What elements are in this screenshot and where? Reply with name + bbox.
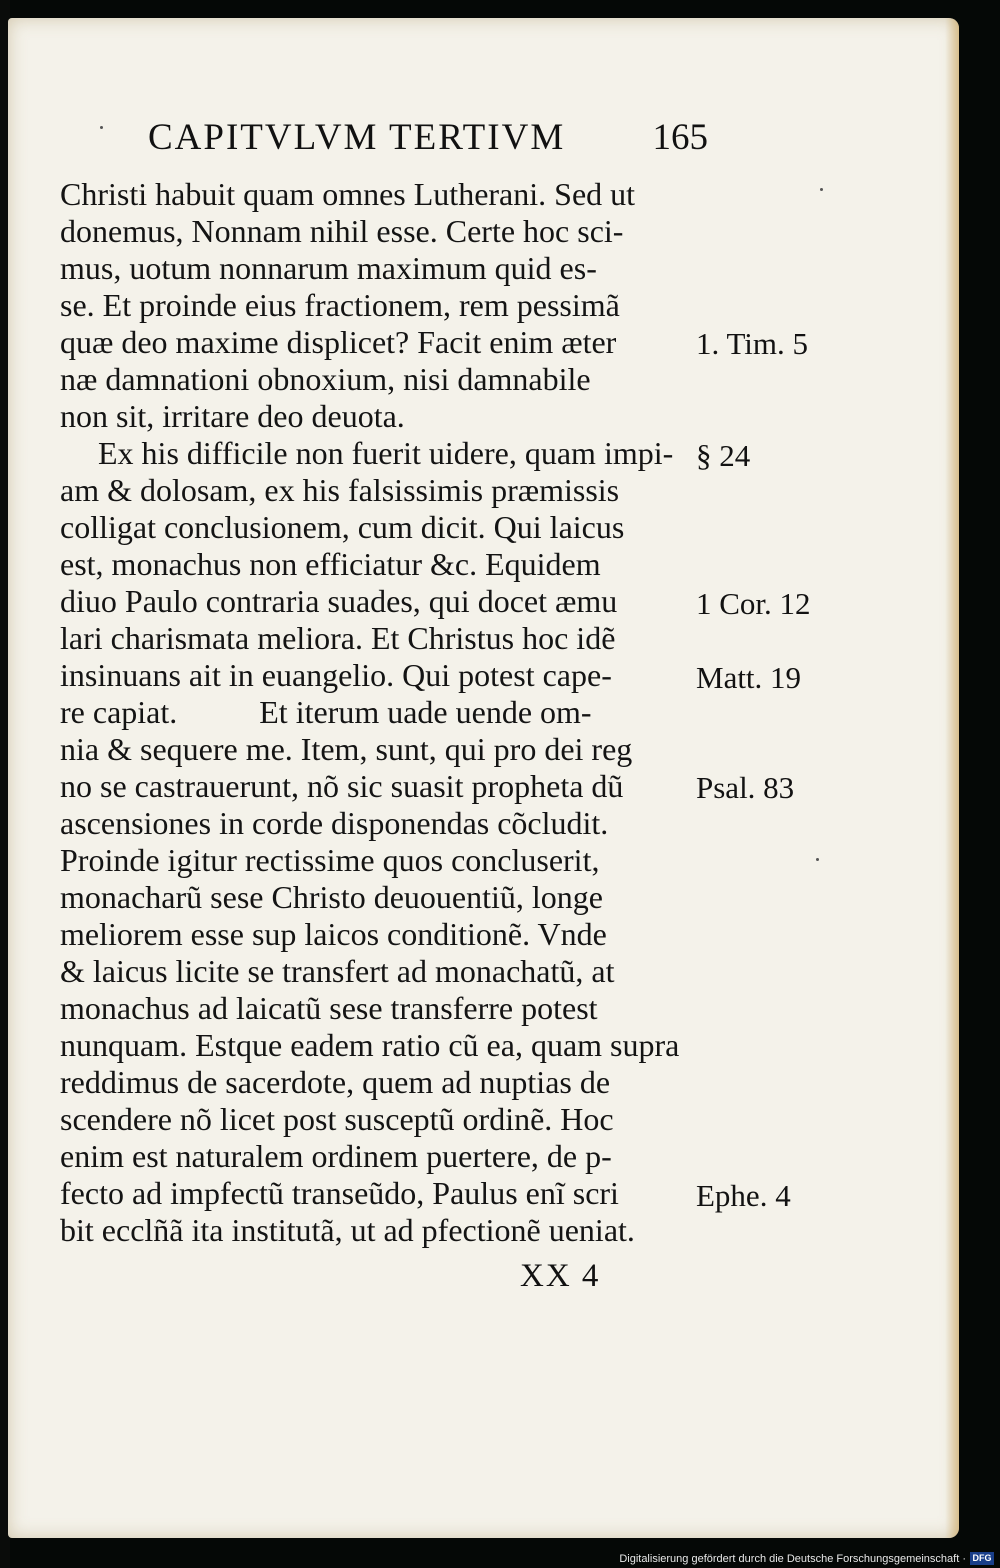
text-line: enim est naturalem ordinem puertere, de p-	[60, 1138, 612, 1174]
text-line: Christi habuit quam omnes Lutherani. Sed ut	[60, 176, 636, 212]
text-line: donemus, Nonnam nihil esse. Certe hoc sci-	[60, 213, 624, 249]
margin-note-psal-83: Psal. 83	[696, 770, 795, 805]
text-line	[60, 694, 700, 731]
text-line: mus, uotum nonnarum maximum quid es-	[60, 250, 597, 286]
text-line: reddimus de sacerdote, quem ad nuptias de	[60, 1064, 611, 1100]
margin-note-1-tim-5: 1. Tim. 5	[696, 326, 809, 361]
body-text	[60, 176, 700, 1249]
text-line: scendere nõ licet post susceptũ ordinẽ. Hoc	[60, 1101, 614, 1137]
text-line: Ex his difficile non fuerit uidere, quam impi-	[98, 435, 674, 471]
text-line: meliorem esse sup laicos conditionẽ. Vnde	[60, 916, 607, 952]
text-line: næ damnationi obnoxium, nisi damnabile	[60, 361, 591, 397]
signature-mark: XX 4	[520, 1258, 601, 1294]
digitization-credit: Digitalisierung gefördert durch die Deutsche Forschungsgemeinschaft ·	[619, 1553, 966, 1565]
dfg-logo: DFG	[970, 1552, 994, 1565]
running-header	[148, 106, 708, 166]
text-line: monachus ad laicatũ sese transferre potest	[60, 990, 598, 1026]
text-line: Proinde igitur rectissime quos concluserit,	[60, 842, 600, 878]
margin-note-section-24: § 24	[696, 438, 751, 473]
text-line: est, monachus non efficiatur &c. Equidem	[60, 546, 601, 582]
paper-speck	[100, 126, 103, 129]
text-line: lari charismata meliora. Et Christus hoc idẽ	[60, 620, 616, 656]
text-line: ascensiones in corde disponendas cõcludit.	[60, 805, 609, 841]
book-page	[8, 18, 959, 1538]
text-line-part: re capiat.	[60, 694, 178, 730]
paper-speck	[816, 858, 819, 861]
text-line: monacharũ sese Christo deuouentiũ, longe	[60, 879, 603, 915]
text-line: am & dolosam, ex his falsissimis præmissis	[60, 472, 620, 508]
margin-note-matt-19: Matt. 19	[696, 660, 802, 695]
text-line: colligat conclusionem, cum dicit. Qui laicus	[60, 509, 625, 545]
page-number: 165	[652, 117, 708, 158]
text-line: nunquam. Estque eadem ratio cũ ea, quam supra	[60, 1027, 680, 1063]
margin-note-ephe-4: Ephe. 4	[696, 1178, 791, 1213]
text-line: bit ecclñã ita institutã, ut ad pfectionẽ ueniat.	[60, 1212, 635, 1248]
text-line: insinuans ait in euangelio. Qui potest cape-	[60, 657, 612, 693]
text-line: fecto ad impfectũ transeũdo, Paulus enĩ scri	[60, 1175, 619, 1211]
text-line: quæ deo maxime displicet? Facit enim æter	[60, 324, 617, 360]
paper-speck	[820, 188, 823, 191]
text-line: nia & sequere me. Item, sunt, qui pro dei reg	[60, 731, 633, 767]
text-line: no se castrauerunt, nõ sic suasit propheta dũ	[60, 768, 624, 804]
text-line: non sit, irritare deo deuota.	[60, 398, 405, 434]
chapter-title: CAPITVLVM TERTIVM	[148, 117, 566, 158]
text-line: & laicus licite se transfert ad monachatũ, at	[60, 953, 615, 989]
text-line: diuo Paulo contraria suades, qui docet æmu	[60, 583, 618, 619]
margin-note-1-cor-12: 1 Cor. 12	[696, 586, 811, 621]
text-line: se. Et proinde eius fractionem, rem pessimã	[60, 287, 620, 323]
text-line-part: Et iterum uade uende om-	[259, 694, 592, 730]
